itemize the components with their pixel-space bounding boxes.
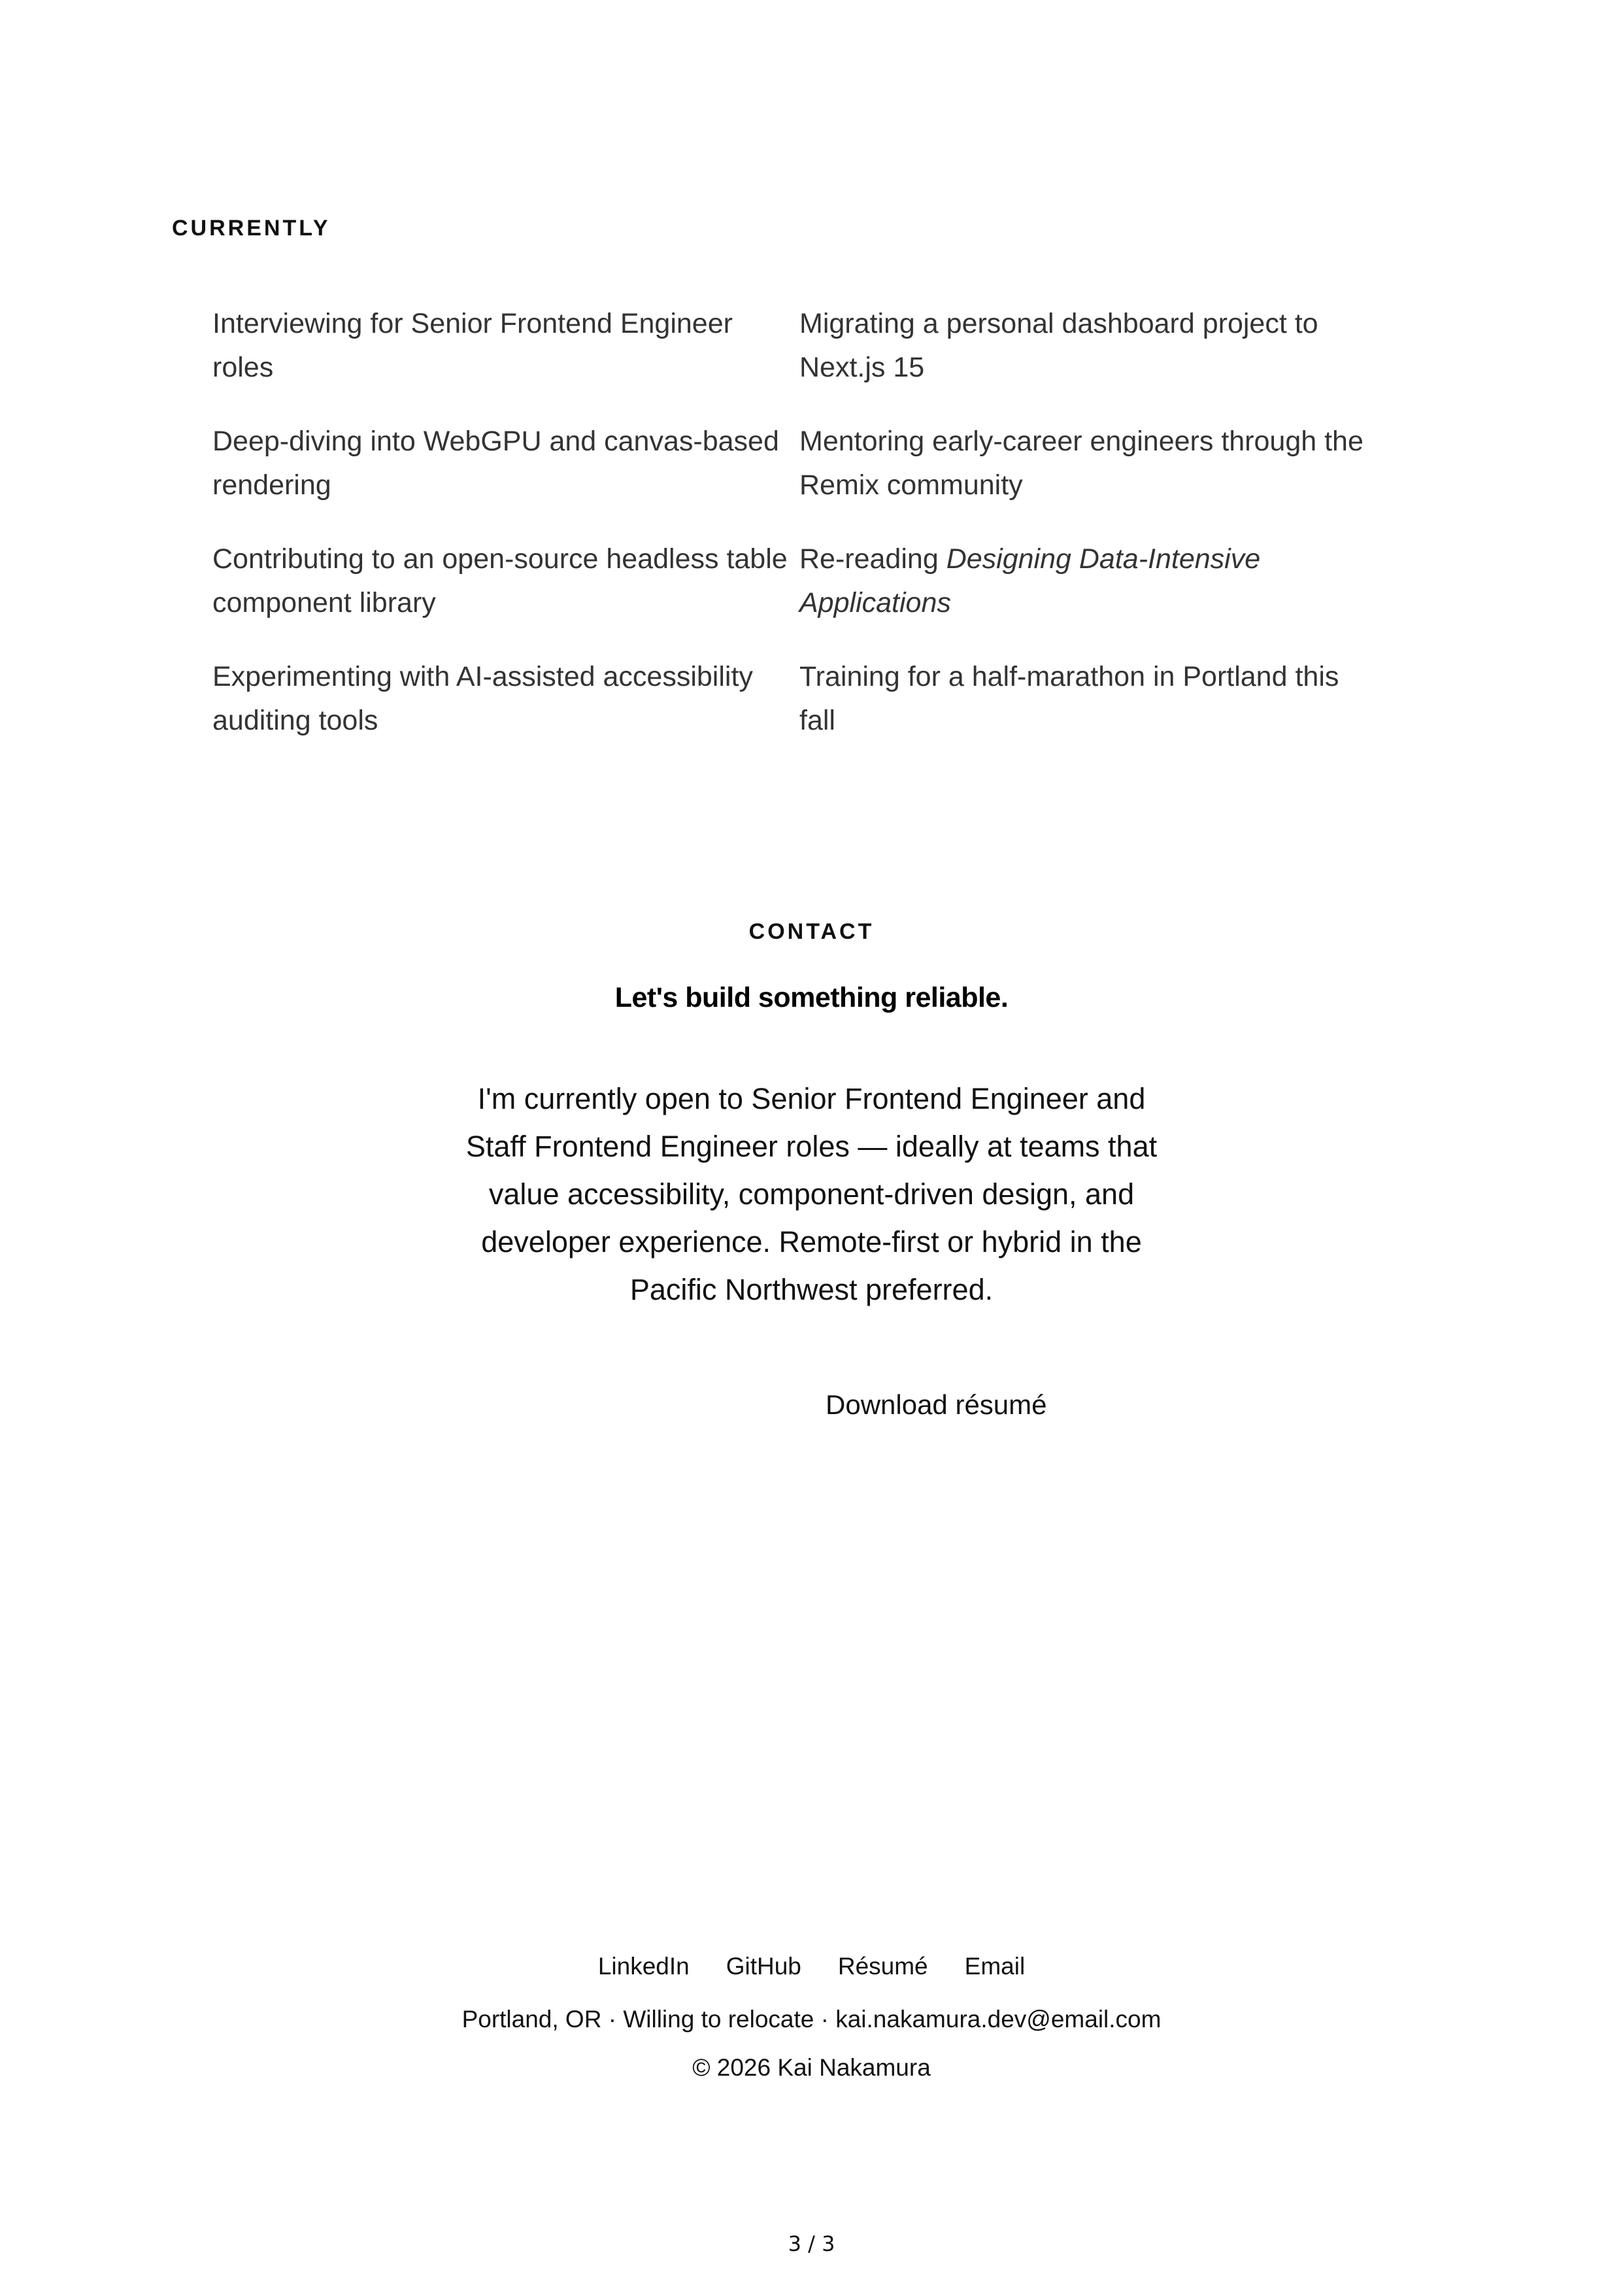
currently-item-prefix: Re-reading [799, 543, 946, 575]
currently-item: Contributing to an open-source headless table component library [212, 543, 788, 618]
copyright: © 2026 Kai Nakamura [692, 2054, 931, 2081]
currently-item: Deep-diving into WebGPU and canvas-based rendering [212, 426, 779, 501]
page-number: 3 / 3 [788, 2231, 835, 2256]
currently-item [799, 537, 1381, 625]
download-resume-link[interactable]: Download résumé [826, 1389, 1047, 1420]
separator: · [820, 2006, 829, 2033]
github-link[interactable]: GitHub [726, 1953, 801, 1980]
separator: · [608, 2006, 617, 2033]
currently-item: Interviewing for Senior Frontend Engineer roles [212, 308, 733, 383]
footer-meta [0, 2006, 1623, 2033]
email-link[interactable]: Email [964, 1953, 1026, 1980]
contact-body: I'm currently open to Senior Frontend Engineer and Staff Frontend Engineer roles — ideally at teams that value accessibility, component-driven design, and developer experience. Remote-first or hybrid in the Pacific Northwest preferred. [465, 1082, 1158, 1306]
book-title: Designing Data-Intensive Applications [799, 543, 1261, 618]
currently-item: Migrating a personal dashboard project to Next.js 15 [799, 308, 1318, 383]
currently-heading: CURRENTLY [172, 216, 331, 241]
contact-tagline: Let's build something reliable. [614, 982, 1009, 1013]
currently-list [212, 302, 1454, 743]
currently-item: Training for a half-marathon in Portland this fall [799, 661, 1339, 736]
resume-link[interactable]: Résumé [837, 1953, 928, 1980]
email-address: kai.nakamura.dev@email.com [835, 2006, 1162, 2033]
contact-heading: CONTACT [748, 919, 875, 944]
currently-item: Mentoring early-career engineers through the Remix community [799, 426, 1364, 501]
relocation-note: Willing to relocate [623, 2006, 814, 2033]
linkedin-link[interactable]: LinkedIn [597, 1953, 690, 1980]
currently-item: Experimenting with AI-assisted accessibility auditing tools [212, 661, 753, 736]
location: Portland, OR [461, 2006, 602, 2033]
footer-links [0, 1953, 1623, 1980]
